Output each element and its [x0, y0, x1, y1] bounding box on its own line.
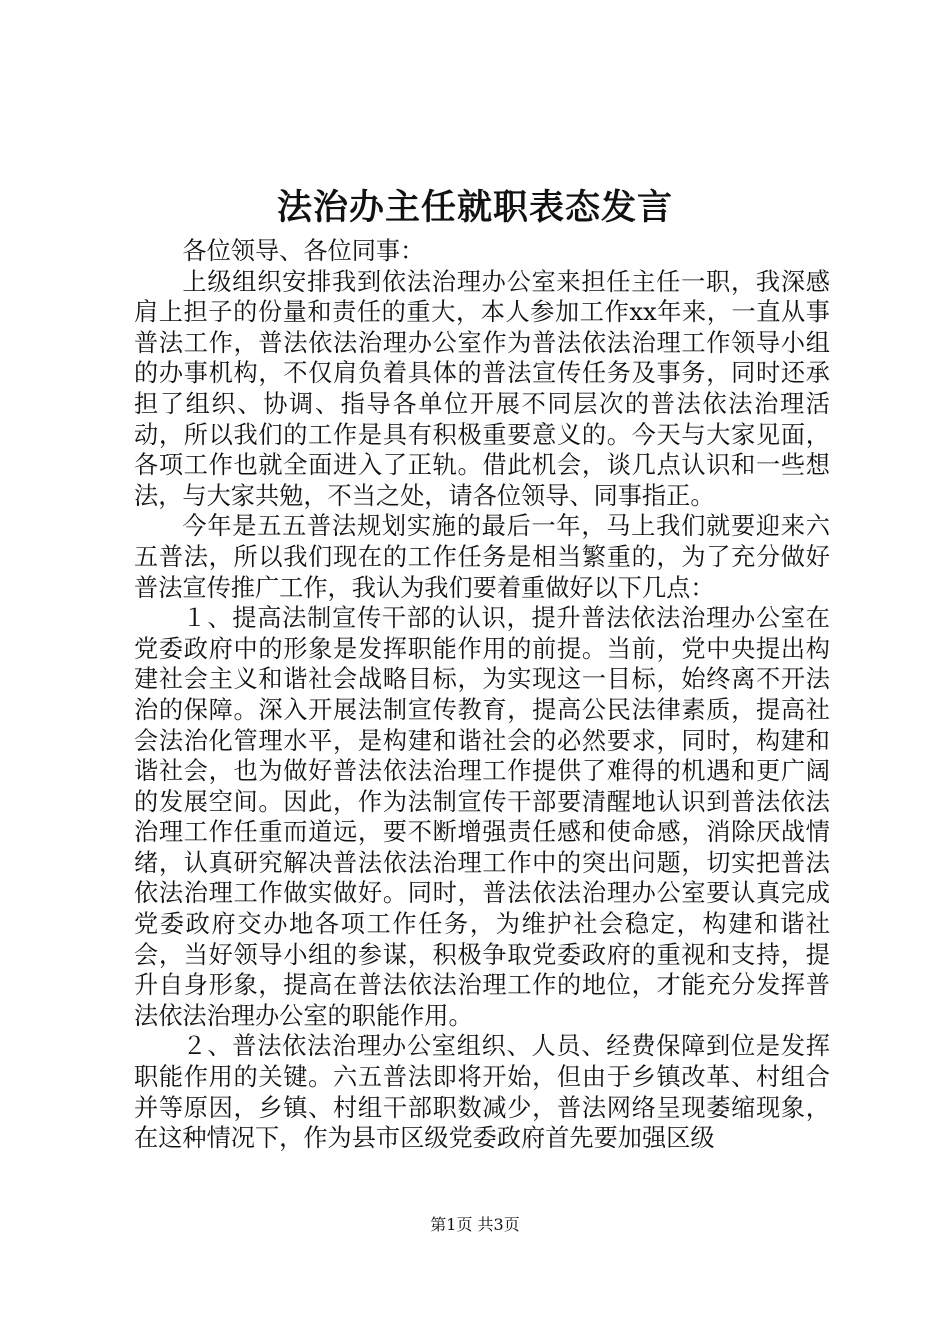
document-body	[134, 236, 830, 1154]
body-paragraph: 今年是五五普法规划实施的最后一年，马上我们就要迎来六五普法，所以我们现在的工作任务是相当繁重的，为了充分做好普法宣传推广工作，我认为我们要着重做好以下几点：	[134, 512, 830, 602]
body-paragraph: 上级组织安排我到依法治理办公室来担任主任一职，我深感肩上担子的份量和责任的重大，本人参加工作xx年来，一直从事普法工作，普法依法治理办公室作为普法依法治理工作领导小组的办事机构，不仅肩负着具体的普法宣传任务及事务，同时还承担了组织、协调、指导各单位开展不同层次的普法依法治理活动，所以我们的工作是具有积极重要意义的。今天与大家见面，各项工作也就全面进入了正轨。借此机会，谈几点认识和一些想法，与大家共勉，不当之处，请各位领导、同事指正。	[134, 267, 830, 510]
document-title: 法治办主任就职表态发言	[276, 187, 673, 228]
body-paragraph: １、提高法制宣传干部的认识，提升普法依法治理办公室在党委政府中的形象是发挥职能作用的前提。当前，党中央提出构建社会主义和谐社会战略目标，为实现这一目标，始终离不开法治的保障。深入开展法制宣传教育，提高公民法律素质，提高社会法治化管理水平，是构建和谐社会的必然要求，同时，构建和谐社会，也为做好普法依法治理工作提供了难得的机遇和更广阔的发展空间。因此，作为法制宣传干部要清醒地认识到普法依法治理工作任重而道远，要不断增强责任感和使命感，消除厌战情绪，认真研究解决普法依法治理工作中的突出问题，切实把普法依法治理工作做实做好。同时，普法依法治理办公室要认真完成党委政府交办地各项工作任务，为维护社会稳定，构建和谐社会，当好领导小组的参谋，积极争取党委政府的重视和支持，提升自身形象，提高在普法依法治理工作的地位，才能充分发挥普法依法治理办公室的职能作用。	[134, 604, 830, 1030]
body-paragraph: ２、普法依法治理办公室组织、人员、经费保障到位是发挥职能作用的关键。六五普法即将开始，但由于乡镇改革、村组合并等原因，乡镇、村组干部职数减少，普法网络呈现萎缩现象，在这种情况下，作为县市区级党委政府首先要加强区级	[134, 1032, 830, 1153]
salutation-paragraph: 各位领导、各位同事：	[182, 237, 425, 265]
page-number-footer: 第1页 共3页	[430, 1215, 520, 1234]
